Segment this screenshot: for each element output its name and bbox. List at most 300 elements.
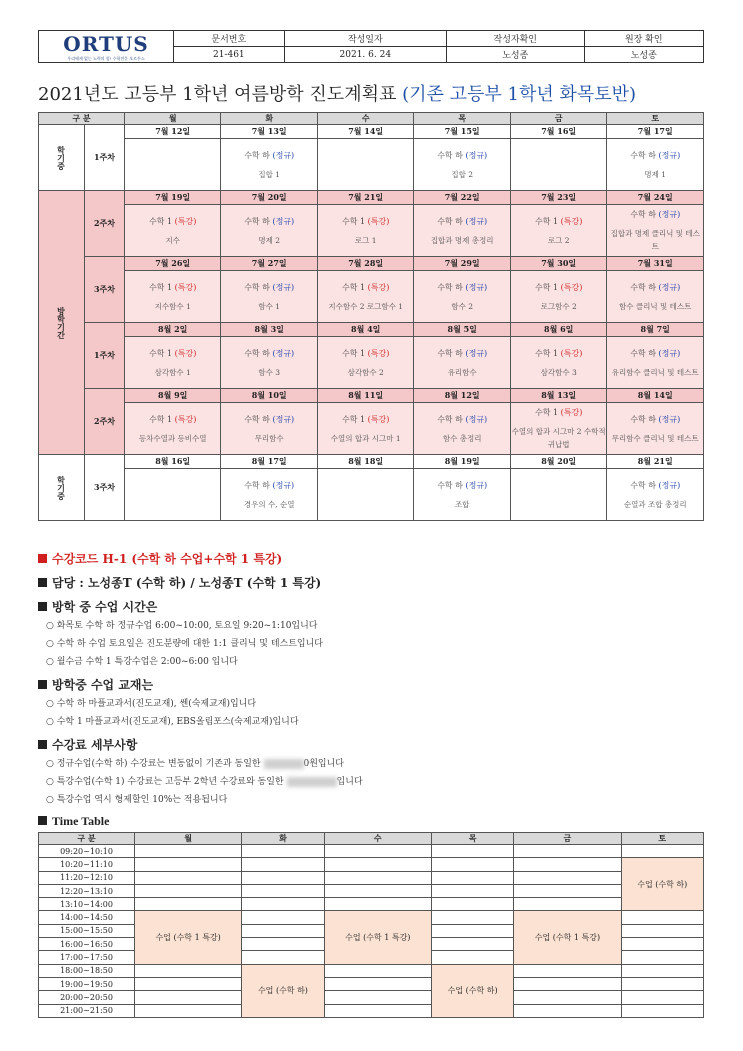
- course-name: 수학 하: [437, 282, 463, 292]
- time-item-3: ○ 월수금 수학 1 특강수업은 2:00~6:00 입니다: [46, 657, 238, 667]
- value-author: 노성종: [447, 47, 585, 63]
- date-cell: 8월 19일: [414, 455, 511, 469]
- lesson-course: [221, 413, 317, 426]
- time-slot: 15:00~15:50: [39, 924, 135, 937]
- course-name: 수학 하: [630, 348, 656, 358]
- blurred-amount: [264, 759, 304, 769]
- class-block: 수업 (수학 1 특강): [135, 911, 242, 964]
- week-content-row: [39, 271, 704, 323]
- course-type: (정규): [465, 480, 488, 490]
- lesson-cell: [221, 469, 318, 521]
- empty-slot: [514, 858, 621, 871]
- date-cell: 7월 26일: [124, 257, 221, 271]
- empty-slot: [621, 924, 703, 937]
- course-name: 수학 하: [437, 348, 463, 358]
- date-cell: 8월 13일: [510, 389, 607, 403]
- timetable-row: [39, 977, 704, 990]
- empty-slot: [242, 924, 324, 937]
- time-slot: 09:20~10:10: [39, 845, 135, 858]
- lesson-topic: 로그 1: [354, 235, 377, 245]
- date-cell: 8월 2일: [124, 323, 221, 337]
- empty-slot: [621, 977, 703, 990]
- empty-slot: [431, 858, 513, 871]
- date-cell: 7월 24일: [607, 191, 704, 205]
- date-cell: 8월 14일: [607, 389, 704, 403]
- week-label: 2주차: [84, 389, 124, 455]
- course-type: (특강): [367, 348, 390, 358]
- empty-slot: [324, 858, 431, 871]
- lesson-topic: 지수함수 1: [154, 301, 191, 311]
- lesson-cell: [414, 403, 511, 455]
- empty-slot: [135, 898, 242, 911]
- lesson-topic: 함수 총정리: [442, 433, 482, 443]
- week-content-row: [39, 469, 704, 521]
- section-label: 방학기간: [39, 191, 85, 455]
- timetable-row: [39, 845, 704, 858]
- lesson-course: [221, 149, 317, 162]
- header-director: 원장 확인: [584, 31, 703, 47]
- lesson-topic: 명제 2: [258, 235, 281, 245]
- lesson-course: [607, 479, 703, 492]
- empty-slot: [135, 884, 242, 897]
- course-type: (정규): [272, 150, 295, 160]
- lesson-topic: 등차수열과 등비수열: [138, 433, 207, 443]
- empty-slot: [135, 871, 242, 884]
- course-type: (정규): [272, 414, 295, 424]
- timetable-row: [39, 871, 704, 884]
- time-slot: 21:00~21:50: [39, 1004, 135, 1017]
- course-name: 수학 하: [630, 150, 656, 160]
- date-cell: 7월 13일: [221, 125, 318, 139]
- date-cell: 8월 9일: [124, 389, 221, 403]
- lesson-course: [511, 281, 607, 294]
- date-cell: 8월 17일: [221, 455, 318, 469]
- empty-slot: [621, 951, 703, 964]
- header-date: 작성일자: [284, 31, 446, 47]
- lesson-cell: [607, 469, 704, 521]
- empty-slot: [431, 884, 513, 897]
- lesson-course: [125, 281, 221, 294]
- empty-slot: [324, 884, 431, 897]
- lesson-cell: [510, 337, 607, 389]
- empty-slot: [621, 911, 703, 924]
- date-cell: 7월 31일: [607, 257, 704, 271]
- page-title: [38, 80, 708, 106]
- bullet-square-icon: [38, 816, 47, 825]
- lesson-topic: 함수 2: [451, 301, 474, 311]
- lesson-topic: 함수 1: [258, 301, 281, 311]
- date-cell: 7월 19일: [124, 191, 221, 205]
- week-date-row: [39, 125, 704, 139]
- timetable-row: [39, 991, 704, 1004]
- time-slot: 11:20~12:10: [39, 871, 135, 884]
- empty-slot: [135, 964, 242, 977]
- date-cell: 7월 21일: [317, 191, 414, 205]
- book-section-title: 방학중 수업 교재는: [38, 676, 153, 693]
- time-slot: 10:20~11:10: [39, 858, 135, 871]
- time-slot: 18:00~18:50: [39, 964, 135, 977]
- date-cell: 7월 16일: [510, 125, 607, 139]
- week-label: 3주차: [84, 455, 124, 521]
- empty-slot: [324, 1004, 431, 1017]
- blurred-amount: [287, 777, 337, 787]
- lesson-topic: 함수 3: [258, 367, 281, 377]
- course-type: (정규): [658, 282, 681, 292]
- empty-slot: [514, 977, 621, 990]
- date-cell: 7월 22일: [414, 191, 511, 205]
- teacher-info: 담당 : 노성종T (수학 하) / 노성종T (수학 1 특강): [38, 574, 321, 591]
- lesson-cell: [414, 271, 511, 323]
- course-type: (정규): [272, 282, 295, 292]
- timetable-header-row: [39, 833, 704, 845]
- day-header: 목: [414, 113, 511, 125]
- date-cell: 8월 10일: [221, 389, 318, 403]
- empty-slot: [514, 884, 621, 897]
- book-item-2: ○ 수학 1 마플교과서(진도교재), EBS올림포스(숙제교재)입니다: [46, 717, 299, 727]
- value-date: 2021. 6. 24: [284, 47, 446, 63]
- timetable-day-header: 목: [431, 833, 513, 845]
- course-type: (특강): [367, 282, 390, 292]
- empty-slot: [135, 845, 242, 858]
- empty-slot: [242, 871, 324, 884]
- course-type: (정규): [658, 348, 681, 358]
- date-cell: 7월 20일: [221, 191, 318, 205]
- lesson-topic: 경우의 수, 순열: [243, 499, 295, 509]
- logo: [39, 31, 174, 63]
- course-name: 수학 1: [149, 216, 173, 226]
- course-type: (정규): [465, 348, 488, 358]
- lesson-course: [125, 215, 221, 228]
- lesson-cell: [317, 337, 414, 389]
- section-label: 학기중: [39, 455, 85, 521]
- lesson-course: [414, 215, 510, 228]
- lesson-cell: [414, 205, 511, 257]
- lesson-cell: [221, 205, 318, 257]
- lesson-topic: 조합: [454, 499, 470, 509]
- week-content-row: [39, 205, 704, 257]
- header-doc-no: 문서번호: [174, 31, 285, 47]
- time-slot: 20:00~20:50: [39, 991, 135, 1004]
- lesson-course: [607, 281, 703, 294]
- week-date-row: [39, 455, 704, 469]
- course-name: 수학 하: [244, 480, 270, 490]
- lesson-topic: 무리함수 클리닉 및 테스트: [611, 433, 699, 443]
- lesson-topic: 집합 1: [258, 169, 281, 179]
- lesson-course: [607, 208, 703, 221]
- date-cell: 7월 12일: [124, 125, 221, 139]
- lesson-cell: [124, 271, 221, 323]
- empty-slot: [621, 845, 703, 858]
- time-slot: 17:00~17:50: [39, 951, 135, 964]
- course-type: (정규): [658, 210, 681, 219]
- course-type: (특강): [174, 282, 197, 292]
- date-cell: 8월 18일: [317, 455, 414, 469]
- lesson-topic: 지수: [165, 235, 180, 245]
- course-name: 수학 하: [630, 414, 656, 424]
- date-cell: 8월 11일: [317, 389, 414, 403]
- lesson-topic: 무리함수: [254, 433, 284, 443]
- day-header: 화: [221, 113, 318, 125]
- empty-slot: [242, 951, 324, 964]
- empty-slot: [431, 951, 513, 964]
- course-type: (특강): [174, 414, 197, 424]
- class-block: 수업 (수학 하): [242, 964, 324, 1017]
- course-name: 수학 1: [342, 216, 366, 226]
- week-label: 1주차: [84, 323, 124, 389]
- lesson-topic: 유리함수 클리닉 및 테스트: [611, 367, 699, 377]
- course-name: 수학 하: [244, 150, 270, 160]
- lesson-course: [414, 281, 510, 294]
- empty-slot: [324, 871, 431, 884]
- day-header: 수: [317, 113, 414, 125]
- lesson-cell: [221, 403, 318, 455]
- empty-slot: [135, 858, 242, 871]
- class-block: 수업 (수학 하): [431, 964, 513, 1017]
- empty-slot: [431, 845, 513, 858]
- empty-slot: [431, 938, 513, 951]
- class-block: 수업 (수학 하): [621, 858, 703, 911]
- lesson-cell: [607, 403, 704, 455]
- value-doc-no: 21-461: [174, 47, 285, 63]
- timetable-day-header: 수: [324, 833, 431, 845]
- course-type: (특강): [560, 216, 583, 226]
- lesson-course: [607, 149, 703, 162]
- empty-slot: [135, 977, 242, 990]
- class-block: 수업 (수학 1 특강): [514, 911, 621, 964]
- fee-section-title: 수강료 세부사항: [38, 736, 137, 753]
- lesson-cell: [124, 139, 221, 191]
- time-slot: 14:00~14:50: [39, 911, 135, 924]
- date-cell: 7월 14일: [317, 125, 414, 139]
- empty-slot: [514, 1004, 621, 1017]
- lesson-cell: [510, 403, 607, 455]
- lesson-topic: 집합 2: [451, 169, 474, 179]
- day-header: 금: [510, 113, 607, 125]
- empty-slot: [324, 977, 431, 990]
- empty-slot: [242, 938, 324, 951]
- lesson-course: [607, 413, 703, 426]
- empty-slot: [324, 845, 431, 858]
- date-cell: 8월 21일: [607, 455, 704, 469]
- course-type: (정규): [465, 216, 488, 226]
- lesson-cell: [414, 139, 511, 191]
- date-cell: 8월 5일: [414, 323, 511, 337]
- lesson-course: [511, 215, 607, 228]
- fee-item-3: ○ 특강수업 역시 형제할인 10%는 적용됩니다: [46, 795, 228, 805]
- empty-slot: [514, 871, 621, 884]
- lesson-cell: [607, 271, 704, 323]
- timetable-title: Time Table: [38, 814, 109, 829]
- empty-slot: [431, 898, 513, 911]
- lesson-course: [414, 347, 510, 360]
- empty-slot: [514, 991, 621, 1004]
- time-slot: 16:00~16:50: [39, 938, 135, 951]
- date-cell: 7월 30일: [510, 257, 607, 271]
- empty-slot: [135, 1004, 242, 1017]
- course-name: 수학 하: [244, 216, 270, 226]
- day-header: 토: [607, 113, 704, 125]
- lesson-course: [607, 347, 703, 360]
- course-type: (정규): [658, 150, 681, 160]
- empty-slot: [431, 924, 513, 937]
- date-cell: 8월 12일: [414, 389, 511, 403]
- lesson-course: [414, 479, 510, 492]
- course-name: 수학 하: [437, 216, 463, 226]
- empty-slot: [621, 964, 703, 977]
- course-type: (특강): [560, 348, 583, 358]
- empty-slot: [324, 964, 431, 977]
- bullet-square-icon: [38, 578, 47, 587]
- timetable-day-header: 금: [514, 833, 621, 845]
- lesson-topic: 삼각함수 3: [540, 367, 577, 377]
- course-name: 수학 하: [630, 210, 656, 219]
- time-slot: 19:00~19:50: [39, 977, 135, 990]
- lesson-course: [221, 215, 317, 228]
- time-item-1: ○ 화목토 수학 하 정규수업 6:00~10:00, 토요일 9:20~1:10입니다: [46, 621, 318, 631]
- course-type: (정규): [658, 414, 681, 424]
- course-name: 수학 1: [535, 348, 559, 358]
- course-name: 수학 하: [630, 480, 656, 490]
- lesson-topic: 순열과 조합 총정리: [623, 499, 687, 509]
- timetable-row: [39, 911, 704, 924]
- timetable-row: [39, 898, 704, 911]
- time-slot: 12:20~13:10: [39, 884, 135, 897]
- lesson-course: [125, 413, 221, 426]
- date-cell: 8월 16일: [124, 455, 221, 469]
- empty-slot: [324, 898, 431, 911]
- lesson-topic: 수열의 합과 시그마 1: [330, 433, 401, 443]
- course-type: (정규): [272, 216, 295, 226]
- lesson-cell: [124, 403, 221, 455]
- course-name: 수학 1: [342, 282, 366, 292]
- timetable-row: [39, 964, 704, 977]
- lesson-topic: 삼각함수 2: [347, 367, 384, 377]
- title-highlight: (기존 고등부 1학년 화목토반): [402, 84, 637, 105]
- lesson-cell: [414, 337, 511, 389]
- date-cell: 8월 3일: [221, 323, 318, 337]
- week-label: 2주차: [84, 191, 124, 257]
- course-type: (정규): [272, 348, 295, 358]
- timetable-row: [39, 858, 704, 871]
- course-type: (정규): [465, 150, 488, 160]
- empty-slot: [621, 991, 703, 1004]
- course-name: 수학 하: [630, 282, 656, 292]
- fee-item-1: ○ 정규수업(수학 하) 수강료는 변동없이 기존과 동일한 0원입니다: [46, 759, 345, 769]
- lesson-cell: [510, 469, 607, 521]
- course-name: 수학 1: [149, 348, 173, 358]
- week-date-row: [39, 323, 704, 337]
- course-type: (특강): [174, 348, 197, 358]
- lesson-cell: [317, 139, 414, 191]
- section-label: 학기중: [39, 125, 85, 191]
- course-name: 수학 하: [244, 348, 270, 358]
- course-type: (정규): [465, 282, 488, 292]
- week-content-row: [39, 139, 704, 191]
- timetable-row: [39, 1004, 704, 1017]
- value-director: 노성종: [584, 47, 703, 63]
- course-name: 수학 하: [437, 480, 463, 490]
- course-name: 수학 하: [437, 150, 463, 160]
- lesson-cell: [414, 469, 511, 521]
- date-cell: 8월 20일: [510, 455, 607, 469]
- course-name: 수학 하: [437, 414, 463, 424]
- lesson-course: [414, 149, 510, 162]
- empty-slot: [242, 858, 324, 871]
- bullet-square-icon: [38, 680, 47, 689]
- course-name: 수학 1: [342, 414, 366, 424]
- date-cell: 7월 29일: [414, 257, 511, 271]
- date-cell: 8월 6일: [510, 323, 607, 337]
- lesson-course: [318, 413, 414, 426]
- empty-slot: [431, 911, 513, 924]
- date-cell: 8월 7일: [607, 323, 704, 337]
- lesson-cell: [124, 337, 221, 389]
- time-section-title: 방학 중 수업 시간은: [38, 598, 157, 615]
- week-content-row: [39, 337, 704, 389]
- lesson-topic: 지수함수 2 로그함수 1: [328, 301, 404, 311]
- lesson-cell: [607, 337, 704, 389]
- week-label: 3주차: [84, 257, 124, 323]
- lesson-topic: 집합과 명제 클리닉 및 테스트: [610, 229, 700, 251]
- header-author: 작성자확인: [447, 31, 585, 47]
- empty-slot: [242, 898, 324, 911]
- course-type: (특강): [367, 216, 390, 226]
- book-item-1: ○ 수학 하 마플교과서(진도교재), 쎈(숙제교재)입니다: [46, 699, 257, 709]
- logo-text: ORTUS: [63, 31, 149, 56]
- date-cell: 7월 28일: [317, 257, 414, 271]
- lesson-cell: [221, 337, 318, 389]
- week-date-row: [39, 191, 704, 205]
- course-type: (특강): [367, 414, 390, 424]
- lesson-cell: [607, 139, 704, 191]
- lesson-cell: [221, 271, 318, 323]
- date-cell: 8월 4일: [317, 323, 414, 337]
- lesson-course: [511, 406, 607, 419]
- bullet-square-icon: [38, 602, 47, 611]
- lesson-course: [318, 281, 414, 294]
- lesson-course: [414, 413, 510, 426]
- lesson-course: [125, 347, 221, 360]
- lesson-cell: [317, 205, 414, 257]
- bullet-square-icon: [38, 554, 47, 563]
- empty-slot: [621, 938, 703, 951]
- doc-info-table: [38, 30, 704, 63]
- schedule-corner: 구 분: [39, 113, 125, 125]
- title-main: 2021년도 고등부 1학년 여름방학 진도계획표: [38, 84, 397, 105]
- date-cell: 7월 17일: [607, 125, 704, 139]
- lesson-cell: [510, 271, 607, 323]
- lesson-topic: 함수 클리닉 및 테스트: [619, 301, 692, 311]
- course-name: 수학 1: [342, 348, 366, 358]
- timetable-day-header: 화: [242, 833, 324, 845]
- empty-slot: [324, 991, 431, 1004]
- lesson-topic: 로그 2: [547, 235, 570, 245]
- course-name: 수학 1: [535, 408, 559, 417]
- empty-slot: [135, 991, 242, 1004]
- course-name: 수학 1: [535, 282, 559, 292]
- course-type: (특강): [560, 282, 583, 292]
- empty-slot: [514, 964, 621, 977]
- day-header: 월: [124, 113, 221, 125]
- timetable-corner: 구 분: [39, 833, 135, 845]
- schedule-table: [38, 112, 704, 521]
- lesson-cell: [510, 205, 607, 257]
- lesson-cell: [317, 271, 414, 323]
- class-block: 수업 (수학 1 특강): [324, 911, 431, 964]
- fee-item-2: ○ 특강수업(수학 1) 수강료는 고등부 2학년 수강료와 동일한 입니다: [46, 777, 363, 787]
- lesson-topic: 집합과 명제 총정리: [430, 235, 494, 245]
- course-name: 수학 하: [244, 282, 270, 292]
